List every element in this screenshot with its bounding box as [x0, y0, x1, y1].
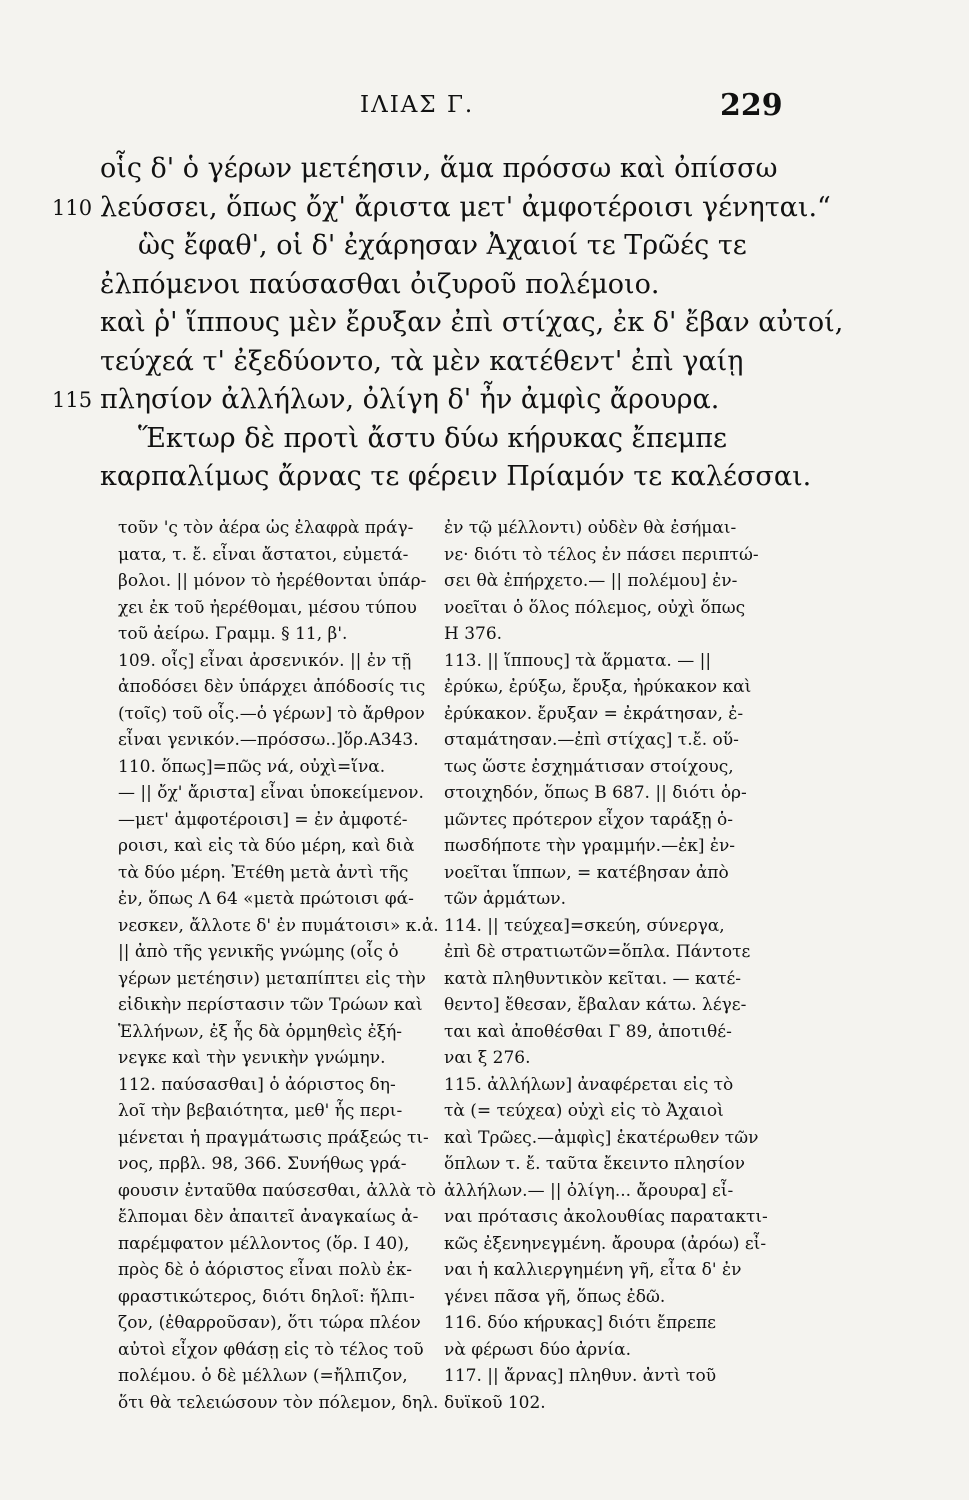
- commentary-line: κατὰ πληθυντικὸν κεῖται. — κατέ-: [444, 968, 742, 989]
- commentary-line: Ἑλλήνων, ἐξ ἧς δὰ ὁρμηθεὶς ἐξή-: [118, 1021, 403, 1042]
- commentary-line: σει θὰ ἐπήρχετο.— || πολέμου] ἐν-: [444, 571, 738, 591]
- commentary-line: τοῦ ἀείρω. Γραμμ. § 11, β'.: [118, 624, 348, 644]
- verse-line: [70, 266, 920, 305]
- commentary-line: ροισι, καὶ εἰς τὰ δύο μέρη, καὶ διὰ: [118, 836, 415, 856]
- commentary-line: αὐτοὶ εἶχον φθάσῃ εἰς τὸ τέλος τοῦ: [118, 1339, 424, 1360]
- commentary-line: εἶναι γενικόν.—πρόσσω..]ὅρ.Α343.: [118, 730, 419, 750]
- verse-block: [52, 150, 920, 497]
- commentary-line: 117. || ἄρνας] πληθυν. ἀντὶ τοῦ: [444, 1366, 717, 1386]
- commentary-line: ἐν τῷ μέλλοντι) οὐδὲν θὰ ἐσήμαι-: [444, 518, 737, 538]
- commentary-line: φουσιν ἐνταῦθα παύσεσθαι, ἀλλὰ τὸ: [118, 1180, 437, 1201]
- commentary-line: ται καὶ ἀποθέσθαι Γ 89, ἀποτιθέ-: [444, 1021, 732, 1042]
- commentary-line: ἀλλήλων.— || ὀλίγη... ἄρουρα] εἶ-: [444, 1180, 734, 1201]
- verse-line: [70, 420, 920, 459]
- commentary-line: Η 376.: [444, 624, 503, 644]
- commentary-line: ἔλπομαι δὲν ἀπαιτεῖ ἀναγκαίως ἀ-: [118, 1207, 419, 1227]
- verse-text: ἐλπόμενοι παύσασθαι ὀιζυροῦ πολέμοιο.: [100, 268, 660, 300]
- commentary-line: νοεῖται ἵππων, = κατέβησαν ἀπὸ: [444, 862, 729, 883]
- commentary-line: 112. παύσασθαι] ὁ ἀόριστος δη-: [118, 1074, 396, 1095]
- commentary-line: πολέμου. ὁ δὲ μέλλων (=ἤλπιζον,: [118, 1366, 408, 1386]
- verse-text: ὣς ἔφαθ', οἱ δ' ἐχάρησαν Ἀχαιοί τε Τρῶές τε: [138, 230, 747, 261]
- commentary-line: τοῦν 'ς τὸν ἀέρα ὡς ἐλαφρὰ πράγ-: [118, 518, 414, 538]
- commentary-line: 113. || ἵππους] τὰ ἅρματα. — ||: [444, 650, 712, 671]
- verse-line: [70, 343, 920, 382]
- commentary-line: —μετ' ἀμφοτέροισι] = ἐν ἀμφοτέ-: [118, 809, 408, 830]
- commentary-line: νεσκεν, ἄλλοτε δ' ἐν πυμάτοισι» κ.ἀ.: [118, 915, 439, 936]
- commentary-line: ἐρύκω, ἐρύξω, ἔρυξα, ἠρύκακον καὶ: [444, 677, 752, 697]
- commentary-line: || ἀπὸ τῆς γενικῆς γνώμης (οἷς ὁ: [118, 942, 399, 962]
- commentary-line: τῶν ἁρμάτων.: [444, 889, 567, 909]
- verse-line: [52, 189, 920, 228]
- commentary-line: θεντο] ἔθεσαν, ἔβαλαν κάτω. λέγε-: [444, 995, 747, 1015]
- page-header: [0, 88, 969, 132]
- commentary-line: πωσδήποτε τὴν γραμμήν.—ἐκ] ἐν-: [444, 836, 736, 856]
- commentary-line: ὅπλων τ. ἔ. ταῦτα ἔκειντο πλησίον: [444, 1154, 746, 1174]
- commentary-line: ναι ἡ καλλιεργημένη γῆ, εἶτα δ' ἐν: [444, 1260, 742, 1280]
- commentary-line: ἐν, ὅπως Λ 64 «μετὰ πρώτοισι φά-: [118, 889, 414, 909]
- commentary-line: τως ὥστε ἐσχημάτισαν στοίχους,: [444, 756, 734, 777]
- commentary-line: 114. || τεύχεα]=σκεύη, σύνεργα,: [444, 915, 725, 936]
- verse-text: λεύσσει, ὅπως ὄχ' ἄριστα μετ' ἀμφοτέροισι γένηται.“: [100, 191, 831, 223]
- commentary-line: 110. ὅπως]=πῶς νά, οὐχὶ=ἵνα.: [118, 756, 386, 777]
- commentary-line: νοεῖται ὁ ὅλος πόλεμος, οὐχὶ ὅπως: [444, 597, 746, 618]
- commentary-line: (τοῖς) τοῦ οἷς.—ὁ γέρων] τὸ ἄρθρον: [118, 703, 425, 724]
- verse-line: [70, 227, 920, 266]
- commentary-line: δυϊκοῦ 102.: [444, 1392, 546, 1413]
- verse-text: τεύχεά τ' ἐξεδύοντο, τὰ μὲν κατέθεντ' ἐπὶ γαίῃ: [100, 345, 744, 377]
- commentary-line: — || ὄχ' ἄριστα] εἶναι ὑποκείμενον.: [118, 783, 424, 803]
- commentary-line: πρὸς δὲ ὁ ἀόριστος εἶναι πολὺ ἐκ-: [118, 1260, 413, 1280]
- verse-text: καὶ ῥ' ἵππους μὲν ἔρυξαν ἐπὶ στίχας, ἐκ δ' ἔβαν αὐτοί,: [100, 307, 844, 338]
- commentary-line: λοῖ τὴν βεβαιότητα, μεθ' ἧς περι-: [118, 1101, 403, 1121]
- commentary-line: στοιχηδόν, ὅπως Β 687. || διότι ὁρ-: [444, 783, 747, 803]
- verse-number: 110: [52, 195, 93, 220]
- running-title: ΙΛΙΑΣ Γ.: [360, 92, 475, 118]
- commentary-line: γέρων μετέησιν) μεταπίπτει εἰς τὴν: [118, 968, 426, 989]
- commentary-line: 115. ἀλλήλων] ἀναφέρεται εἰς τὸ: [444, 1074, 734, 1095]
- commentary-line: μένεται ἡ πραγμάτωσις πράξεώς τι-: [118, 1127, 429, 1148]
- commentary-line: νος, πρβλ. 98, 366. Συνήθως γρά-: [118, 1154, 407, 1174]
- verse-text: καρπαλίμως ἄρνας τε φέρειν Πρίαμόν τε καλέσσαι.: [100, 461, 812, 492]
- commentary-right-column: [444, 515, 768, 1416]
- commentary-line: μῶντες πρότερον εἶχον ταράξῃ ὁ-: [444, 809, 733, 830]
- commentary-line: ναι πρότασις ἀκολουθίας παρατακτι-: [444, 1207, 768, 1227]
- commentary-line: χει ἐκ τοῦ ἠερέθομαι, μέσου τύπου: [118, 597, 417, 618]
- verse-text: Ἕκτωρ δὲ προτὶ ἄστυ δύω κήρυκας ἔπεμπε: [138, 422, 728, 454]
- verse-line: [70, 150, 920, 189]
- commentary-line: φραστικώτερος, διότι δηλοῖ: ἤλπι-: [118, 1286, 415, 1307]
- commentary-line: ζον, (ἐθαρροῦσαν), ὅτι τώρα πλέον: [118, 1313, 421, 1333]
- commentary-line: εἰδικὴν περίστασιν τῶν Τρώων καὶ: [118, 995, 423, 1015]
- page-number: 229: [720, 88, 783, 123]
- commentary-line: ναι ξ 276.: [444, 1048, 531, 1068]
- verse-line: [70, 304, 920, 343]
- verse-line: [70, 458, 920, 497]
- commentary-line: ἀποδόσει δὲν ὑπάρχει ἀπόδοσίς τις: [118, 677, 426, 697]
- commentary-line: βολοι. || μόνον τὸ ἠερέθονται ὑπάρ-: [118, 571, 427, 591]
- commentary-line: τὰ (= τεύχεα) οὐχὶ εἰς τὸ Ἀχαιοὶ: [444, 1101, 724, 1121]
- commentary-line: παρέμφατον μέλλοντος (ὅρ. Ι 40),: [118, 1233, 410, 1254]
- verse-text: πλησίον ἀλλήλων, ὀλίγη δ' ἦν ἀμφὶς ἄρουρα.: [100, 384, 720, 415]
- commentary-line: τὰ δύο μέρη. Ἐτέθη μετὰ ἀντὶ τῆς: [118, 862, 409, 883]
- verse-text: οἷς δ' ὁ γέρων μετέησιν, ἅμα πρόσσω καὶ ὀπίσσω: [100, 153, 778, 184]
- commentary-left-column: [118, 515, 439, 1416]
- commentary-line: νὰ φέρωσι δύο ἀρνία.: [444, 1339, 632, 1360]
- verse-number: 115: [52, 388, 93, 412]
- commentary-line: νε· διότι τὸ τέλος ἐν πάσει περιπτώ-: [444, 544, 759, 565]
- commentary-line: 109. οἷς] εἶναι ἀρσενικόν. || ἐν τῇ: [118, 650, 412, 671]
- commentary-line: σταμάτησαν.—ἐπὶ στίχας] τ.ἔ. οὕ-: [444, 730, 739, 750]
- commentary-line: ἐπὶ δὲ στρατιωτῶν=ὅπλα. Πάντοτε: [444, 942, 751, 962]
- commentary-line: 116. δύο κήρυκας] διότι ἔπρεπε: [444, 1313, 716, 1333]
- commentary-line: ὅτι θὰ τελειώσουν τὸν πόλεμον, δηλ.: [118, 1392, 439, 1413]
- commentary-line: καὶ Τρῶες.—ἀμφὶς] ἑκατέρωθεν τῶν: [444, 1127, 759, 1148]
- commentary-line: κῶς ἐξενηνεγμένη. ἄρουρα (ἀρόω) εἶ-: [444, 1233, 767, 1254]
- commentary-line: γένει πᾶσα γῆ, ὅπως ἐδῶ.: [444, 1286, 666, 1307]
- commentary-line: ματα, τ. ἔ. εἶναι ἄστατοι, εὐμετά-: [118, 544, 409, 565]
- verse-line: [52, 381, 920, 420]
- commentary-line: ἐρύκακον. ἔρυξαν = ἐκράτησαν, ἐ-: [444, 703, 744, 724]
- commentary-line: νεγκε καὶ τὴν γενικὴν γνώμην.: [118, 1048, 386, 1068]
